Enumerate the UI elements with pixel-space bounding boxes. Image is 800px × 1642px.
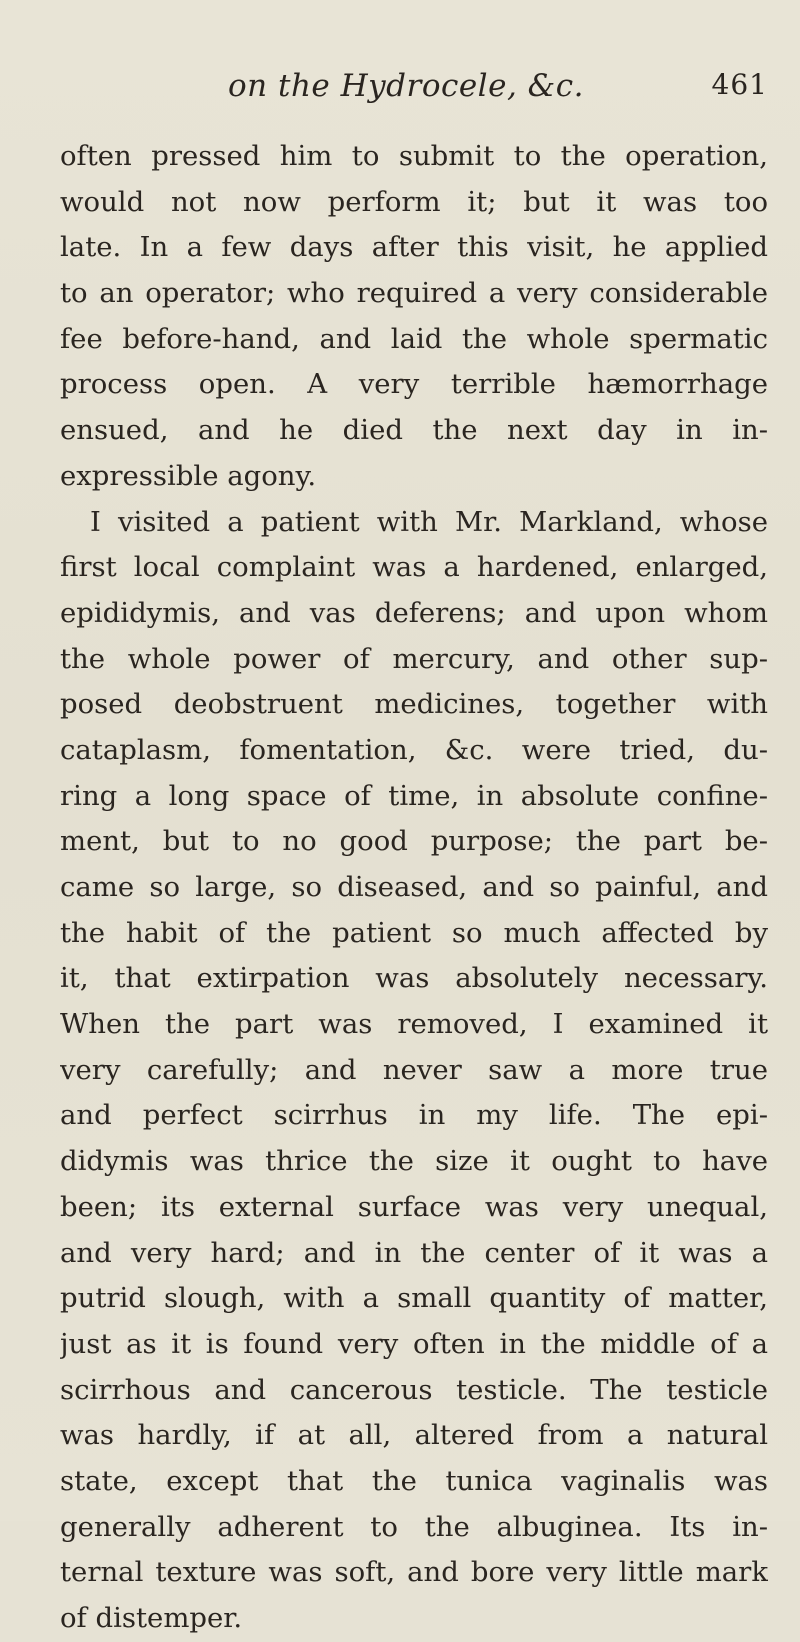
text-line: ment, but to no good purpose; the part be-: [60, 825, 768, 858]
text-line: often pressed him to submit to the operation,: [60, 140, 768, 172]
text-line: the whole power of mercury, and other sup-: [60, 642, 768, 675]
text-line: very carefully; and never saw a more true: [60, 1053, 768, 1086]
text-line: first local complaint was a hardened, enlarged,: [60, 551, 768, 584]
text-line: posed deobstruent medicines, together with: [60, 688, 768, 721]
text-line: ensued, and he died the next day in in-: [60, 414, 768, 447]
body-text: [60, 134, 768, 1642]
text-line: When the part was removed, I examined it: [60, 1008, 768, 1041]
text-line: state, except that the tunica vaginalis was: [60, 1464, 768, 1497]
text-line: ternal texture was soft, and bore very little mark: [60, 1556, 768, 1589]
text-line: came so large, so diseased, and so painful, and: [60, 871, 768, 903]
text-line: just as it is found very often in the middle of a: [60, 1327, 768, 1360]
text-line: would not now perform it; but it was too: [60, 185, 768, 218]
text-line: cataplasm, fomentation, &c. were tried, du-: [60, 733, 768, 766]
running-head: [56, 68, 768, 108]
text-line: it, that extirpation was absolutely necessary.: [60, 962, 768, 995]
running-title: on the Hydrocele, &c.: [228, 68, 584, 104]
text-line: and perfect scirrhus in my life. The epi-: [60, 1099, 768, 1132]
text-line: and very hard; and in the center of it was a: [60, 1236, 768, 1269]
text-line: generally adherent to the albuginea. Its in-: [60, 1510, 768, 1543]
text-line: to an operator; who required a very considerable: [60, 277, 768, 310]
text-line: fee before-hand, and laid the whole spermatic: [60, 322, 768, 355]
text-line: been; its external surface was very unequal,: [60, 1190, 768, 1223]
text-line: didymis was thrice the size it ought to have: [60, 1145, 768, 1178]
page-number: 461: [711, 68, 768, 101]
text-line: was hardly, if at all, altered from a natural: [60, 1419, 768, 1452]
text-line: expressible agony.: [60, 459, 317, 492]
text-line: late. In a few days after this visit, he applied: [60, 231, 768, 264]
text-line: epididymis, and vas deferens; and upon whom: [60, 596, 768, 629]
text-line: putrid slough, with a small quantity of matter,: [60, 1282, 768, 1315]
text-line: process open. A very terrible hæmorrhage: [60, 368, 768, 401]
text-line: ring a long space of time, in absolute confine-: [60, 779, 768, 812]
text-line: of distemper.: [60, 1602, 243, 1634]
text-line: the habit of the patient so much affected by: [60, 916, 768, 949]
text-line: scirrhous and cancerous testicle. The testicle: [60, 1373, 768, 1406]
text-line: I visited a patient with Mr. Markland, whose: [90, 505, 768, 538]
